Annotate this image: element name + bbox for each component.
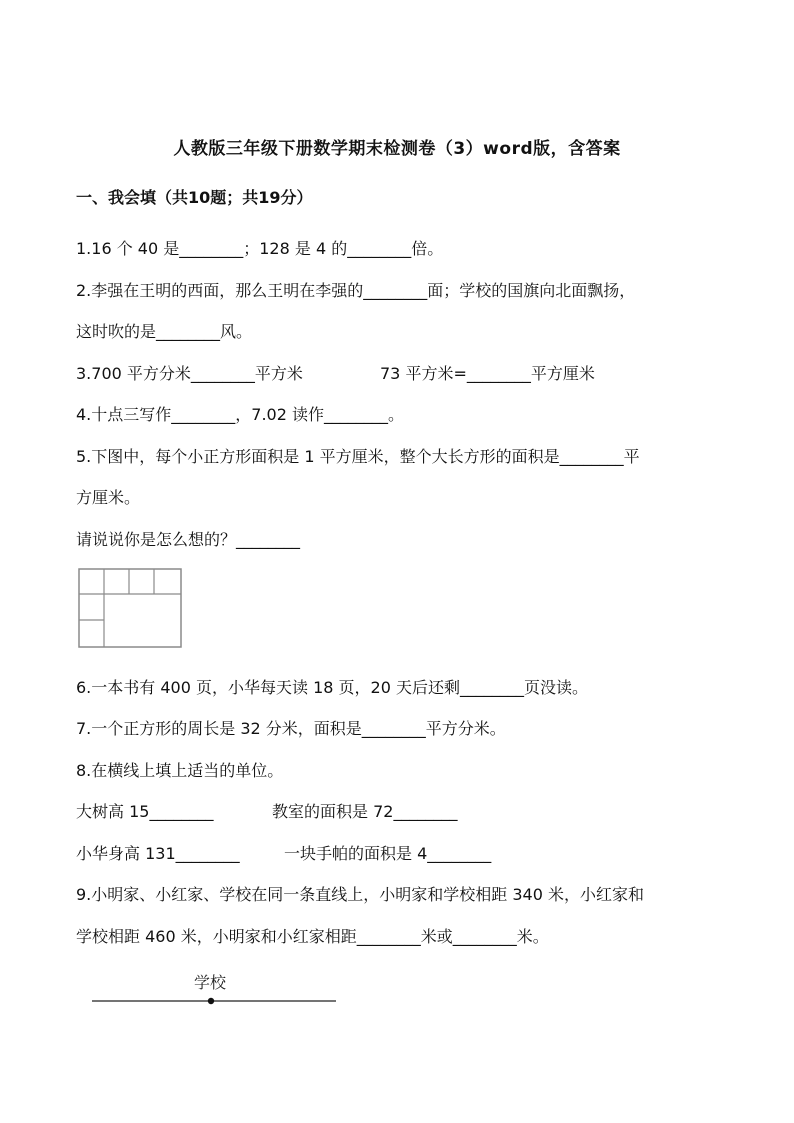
question-8-part-b: 教室的面积是 72________ [272,802,458,821]
section-heading: 一、我会填（共10题；共19分） [76,188,313,207]
rectangle-grid-figure [78,568,182,648]
school-line-figure [92,970,342,1010]
question-9-line-2: 学校相距 460 米，小明家和小红家相距________米或________米。 [76,927,549,946]
question-1: 1.16 个 40 是________；128 是 4 的________倍。 [76,239,444,258]
question-5-line-1: 5.下图中，每个小正方形面积是 1 平方厘米，整个大长方形的面积是________平 [76,447,640,466]
question-9-line-1: 9.小明家、小红家、学校在同一条直线上，小明家和学校相距 340 米，小红家和 [76,885,644,904]
question-2-line-2: 这时吹的是________风。 [76,322,253,341]
question-3-part-b: 73 平方米=________平方厘米 [380,364,595,383]
question-6: 6.一本书有 400 页，小华每天读 18 页，20 天后还剩________页没读。 [76,678,588,697]
school-label: 学校 [194,973,227,992]
question-5-line-2: 方厘米。 [76,488,141,507]
document-title: 人教版三年级下册数学期末检测卷（3）word版，含答案 [173,139,621,159]
question-3-part-a: 3.700 平方分米________平方米 [76,364,303,383]
question-4: 4.十点三写作________，7.02 读作________。 [76,405,404,424]
question-8-line-1: 8.在横线上填上适当的单位。 [76,761,284,780]
school-point [208,998,214,1004]
question-2-line-1: 2.李强在王明的西面，那么王明在李强的________面；学校的国旗向北面飘扬， [76,281,636,300]
question-7: 7.一个正方形的周长是 32 分米，面积是________平方分米。 [76,719,506,738]
question-8-part-c: 小华身高 131________ [76,844,240,863]
question-8-part-a: 大树高 15________ [76,802,214,821]
question-5-line-3: 请说说你是怎么想的？________ [76,530,301,549]
question-8-part-d: 一块手帕的面积是 4________ [284,844,492,863]
